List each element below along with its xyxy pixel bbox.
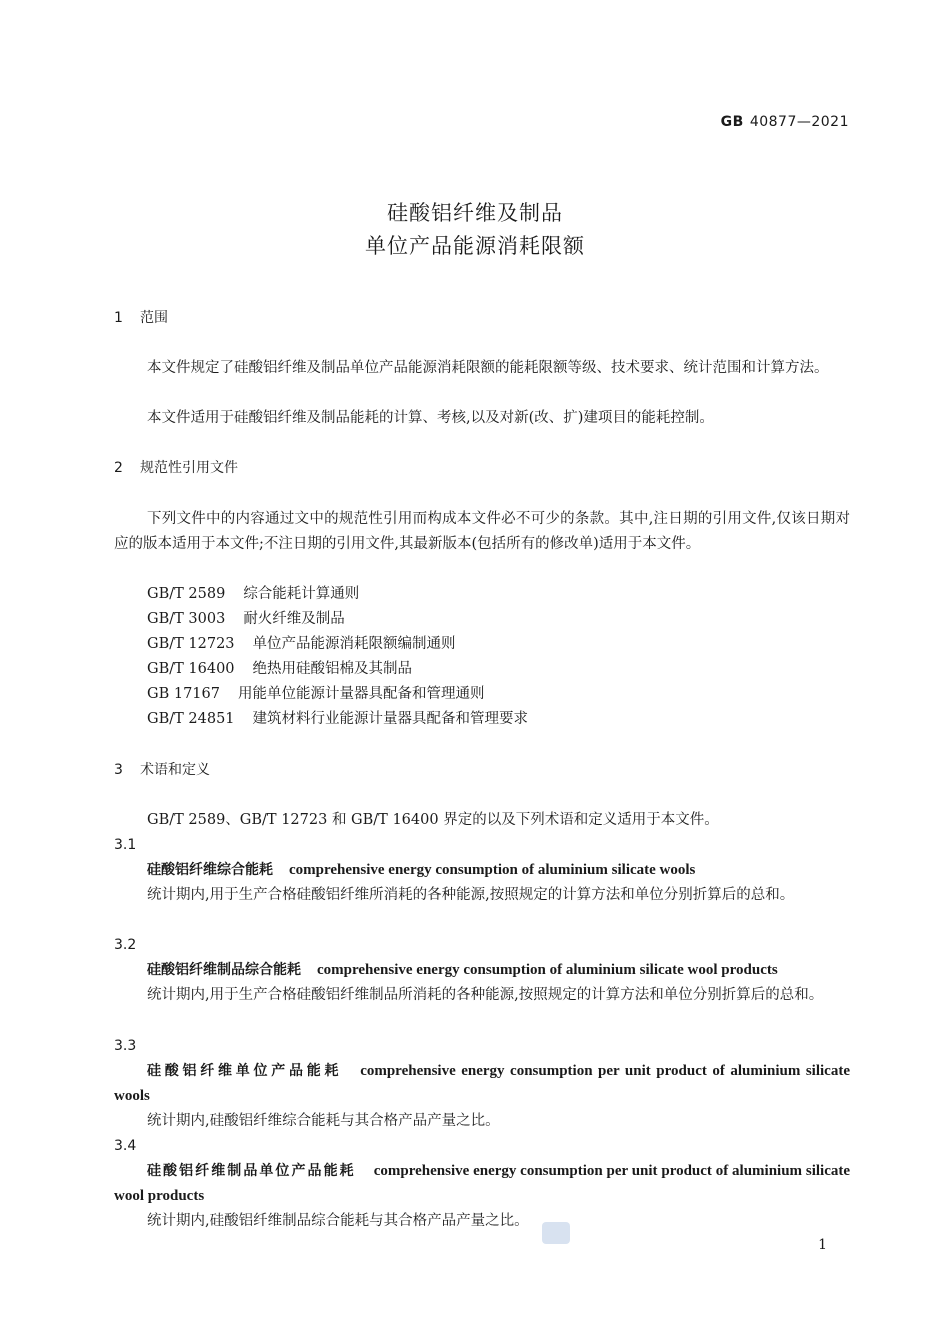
section-1-paragraph-1: 本文件规定了硅酸铝纤维及制品单位产品能源消耗限额的能耗限额等级、技术要求、统计范围和计算方法。 [147,360,829,376]
reference-item [114,682,883,707]
term-chinese: 硅酸铝纤维制品综合能耗 [147,962,301,978]
standard-prefix: GB [720,114,744,130]
section-1-paragraph-2: 本文件适用于硅酸铝纤维及制品能耗的计算、考核,以及对新(改、扩)建项目的能耗控制。 [147,410,714,426]
reference-item [114,632,883,657]
reference-title: 绝热用硅酸铝棉及其制品 [252,661,413,677]
term-definition: 统计期内,用于生产合格硅酸铝纤维所消耗的各种能源,按照规定的计算方法和单位分别折算后的总和。 [147,887,795,903]
section-2-paragraph-1: 下列文件中的内容通过文中的规范性引用而构成本文件必不可少的条款。其中,注日期的引用文件,仅该日期对应的版本适用于本文件;不注日期的引用文件,其最新版本(包括所有的修改单)适用于本文件。 [114,511,850,552]
section-1-heading [114,306,850,331]
term-english: comprehensive energy consumption of aluminium silicate wool products [317,962,778,978]
term-definition: 统计期内,硅酸铝纤维综合能耗与其合格产品产量之比。 [147,1113,500,1129]
standard-number [721,114,849,130]
reference-code: GB/T 12723 [147,636,235,652]
section-title: 规范性引用文件 [140,460,238,476]
term-entry [114,958,883,983]
watermark-stamp [542,1222,570,1244]
term-english: comprehensive energy consumption of aluminium silicate wools [289,862,696,878]
section-number: 1 [114,310,123,326]
page-number: 1 [818,1237,827,1253]
term-chinese: 硅酸铝纤维单位产品能耗 [147,1063,343,1079]
reference-code: GB 17167 [147,686,220,702]
reference-code: GB/T 24851 [147,711,235,727]
reference-title: 耐火纤维及制品 [243,611,345,627]
term-definition: 统计期内,用于生产合格硅酸铝纤维制品所消耗的各种能源,按照规定的计算方法和单位分别折算后的总和。 [147,987,824,1003]
section-3-heading [114,758,850,783]
term-number: 3.2 [114,937,137,953]
reference-code: GB/T 16400 [147,661,235,677]
document-title-line-1: 硅酸铝纤维及制品 [387,201,563,225]
reference-item [114,707,883,732]
section-title: 范围 [140,310,168,326]
term-definition: 统计期内,硅酸铝纤维制品综合能耗与其合格产品产量之比。 [147,1213,529,1229]
term-number: 3.4 [114,1138,137,1154]
term-chinese: 硅酸铝纤维制品单位产品能耗 [147,1163,356,1179]
reference-title: 综合能耗计算通则 [243,586,360,602]
reference-item [114,607,883,632]
term-entry [114,1159,850,1209]
section-3-paragraph-1: GB/T 2589、GB/T 12723 和 GB/T 16400 界定的以及下列术语和定义适用于本文件。 [147,812,719,828]
term-number: 3.3 [114,1038,137,1054]
document-title-line-2: 单位产品能源消耗限额 [365,234,585,258]
term-number: 3.1 [114,837,137,853]
reference-title: 单位产品能源消耗限额编制通则 [252,636,456,652]
term-english: comprehensive energy consumption per unit product of aluminium silicate wool products [114,1163,851,1204]
standard-code: 40877—2021 [749,114,849,130]
section-number: 3 [114,762,123,778]
term-entry [114,1059,850,1109]
term-chinese: 硅酸铝纤维综合能耗 [147,862,273,878]
reference-code: GB/T 3003 [147,611,226,627]
reference-item [114,582,883,607]
term-english: comprehensive energy consumption per unit product of aluminium silicate wools [114,1063,850,1104]
term-entry [114,858,883,883]
reference-title: 用能单位能源计量器具配备和管理通则 [237,686,485,702]
section-2-heading [114,456,850,481]
reference-item [114,657,883,682]
reference-title: 建筑材料行业能源计量器具配备和管理要求 [252,711,529,727]
section-title: 术语和定义 [140,762,210,778]
reference-code: GB/T 2589 [147,586,226,602]
section-number: 2 [114,460,123,476]
